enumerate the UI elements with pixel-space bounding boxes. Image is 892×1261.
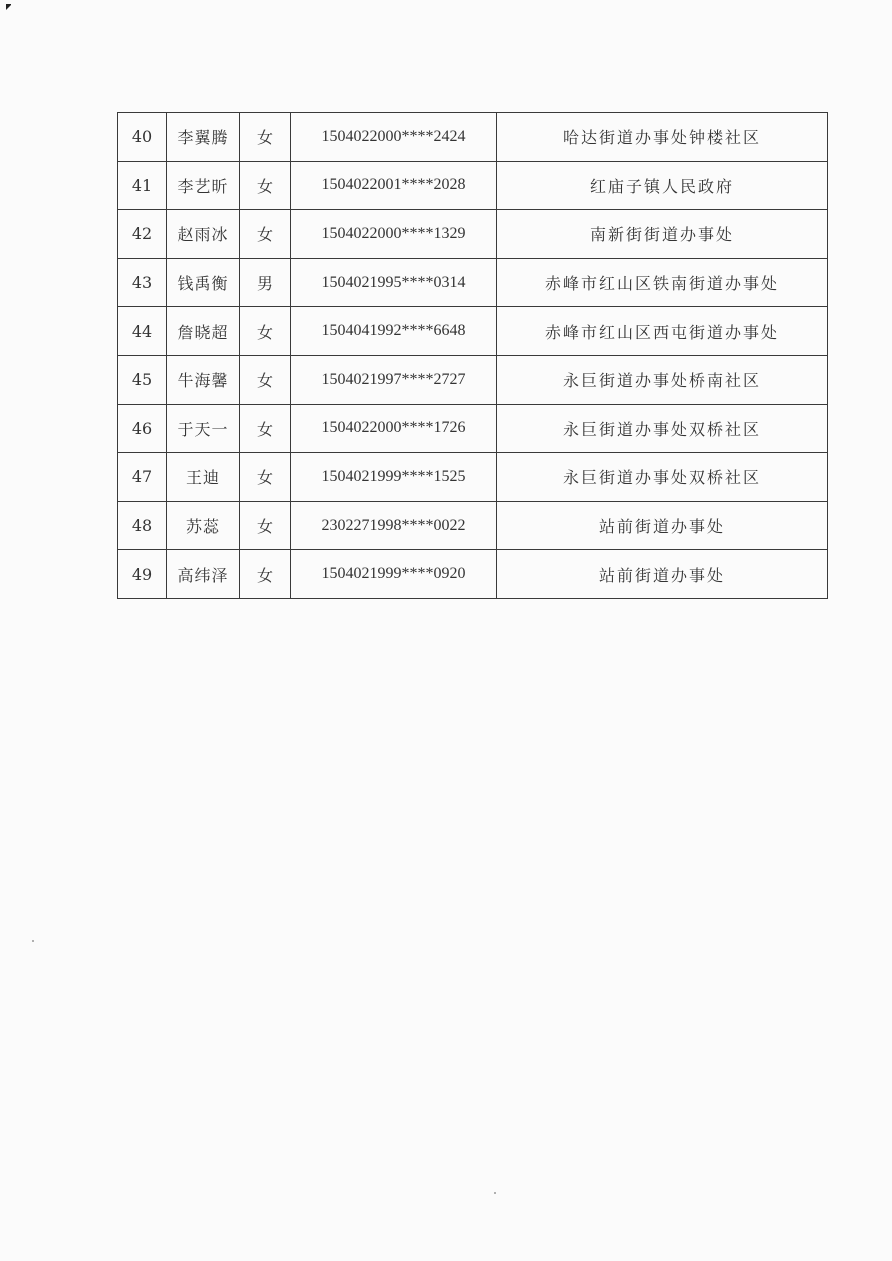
id-number: 1504021999****1525: [291, 453, 497, 502]
person-sex: 女: [240, 501, 291, 550]
row-number: 43: [118, 258, 167, 307]
table-row: [118, 404, 828, 453]
person-name: 詹晓超: [167, 307, 240, 356]
work-unit: 赤峰市红山区铁南街道办事处: [497, 258, 828, 307]
person-name: 李艺昕: [167, 161, 240, 210]
id-number: 1504022001****2028: [291, 161, 497, 210]
row-number: 42: [118, 210, 167, 259]
scan-corner-mark: [6, 4, 11, 10]
work-unit: 南新街街道办事处: [497, 210, 828, 259]
person-name: 王迪: [167, 453, 240, 502]
work-unit: 红庙子镇人民政府: [497, 161, 828, 210]
id-number: 1504022000****1726: [291, 404, 497, 453]
id-number: 1504022000****2424: [291, 113, 497, 162]
table-row: [118, 307, 828, 356]
person-name: 于天一: [167, 404, 240, 453]
person-name: 赵雨冰: [167, 210, 240, 259]
person-name: 李翼腾: [167, 113, 240, 162]
row-number: 46: [118, 404, 167, 453]
id-number: 1504041992****6648: [291, 307, 497, 356]
id-number: 1504021995****0314: [291, 258, 497, 307]
person-sex: 女: [240, 210, 291, 259]
table-row: [118, 113, 828, 162]
table-row: [118, 355, 828, 404]
person-name: 牛海馨: [167, 355, 240, 404]
row-number: 48: [118, 501, 167, 550]
scan-speck: [32, 940, 34, 942]
row-number: 49: [118, 550, 167, 599]
scan-speck: [494, 1192, 496, 1194]
row-number: 41: [118, 161, 167, 210]
person-sex: 女: [240, 453, 291, 502]
row-number: 40: [118, 113, 167, 162]
table-row: [118, 453, 828, 502]
work-unit: 赤峰市红山区西屯街道办事处: [497, 307, 828, 356]
work-unit: 站前街道办事处: [497, 550, 828, 599]
work-unit: 永巨街道办事处双桥社区: [497, 453, 828, 502]
person-sex: 女: [240, 161, 291, 210]
table-row: [118, 161, 828, 210]
id-number: 2302271998****0022: [291, 501, 497, 550]
work-unit: 哈达街道办事处钟楼社区: [497, 113, 828, 162]
table-row: [118, 501, 828, 550]
person-sex: 女: [240, 404, 291, 453]
candidate-table: [117, 112, 828, 599]
row-number: 44: [118, 307, 167, 356]
person-name: 钱禹衡: [167, 258, 240, 307]
work-unit: 永巨街道办事处双桥社区: [497, 404, 828, 453]
work-unit: 永巨街道办事处桥南社区: [497, 355, 828, 404]
person-sex: 女: [240, 307, 291, 356]
id-number: 1504021997****2727: [291, 355, 497, 404]
person-name: 高纬泽: [167, 550, 240, 599]
table-row: [118, 258, 828, 307]
row-number: 47: [118, 453, 167, 502]
person-sex: 女: [240, 550, 291, 599]
person-sex: 女: [240, 113, 291, 162]
id-number: 1504021999****0920: [291, 550, 497, 599]
row-number: 45: [118, 355, 167, 404]
person-name: 苏蕊: [167, 501, 240, 550]
work-unit: 站前街道办事处: [497, 501, 828, 550]
table-row: [118, 210, 828, 259]
id-number: 1504022000****1329: [291, 210, 497, 259]
person-sex: 男: [240, 258, 291, 307]
table-row: [118, 550, 828, 599]
person-sex: 女: [240, 355, 291, 404]
